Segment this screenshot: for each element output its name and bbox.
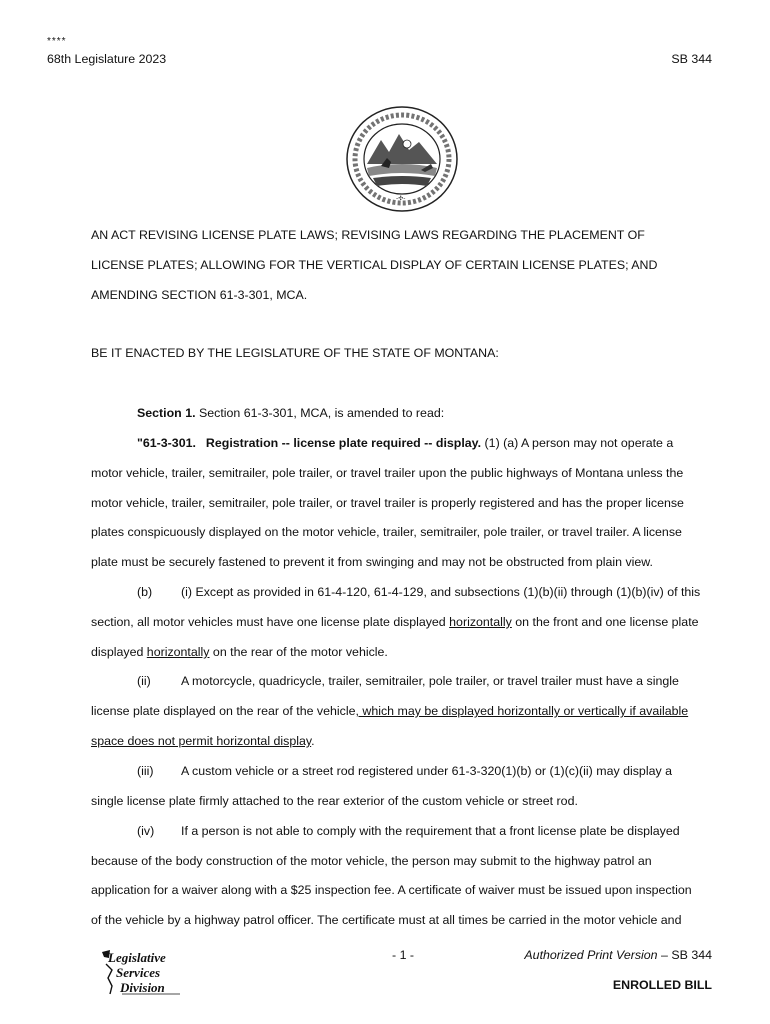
header-stars: **** bbox=[47, 36, 67, 47]
svg-text:Services: Services bbox=[116, 965, 161, 980]
page-number: - 1 - bbox=[392, 948, 415, 962]
subsection-b-label: (b) bbox=[137, 585, 153, 599]
inserted-text: , which may be displayed horizontally or vertically if available bbox=[355, 704, 689, 718]
state-seal-icon bbox=[343, 104, 461, 214]
statute-text-line: plates conspicuously displayed on the motor vehicle, trailer, semitrailer, pole trailer, or travel trailer. A license bbox=[91, 525, 682, 539]
text-run: on the front and one license plate bbox=[511, 615, 699, 629]
text-run: on the rear of the motor vehicle. bbox=[209, 645, 388, 659]
statute-text-line: motor vehicle, trailer, semitrailer, pole trailer, or travel trailer is properly registered and has the proper license bbox=[91, 496, 684, 510]
subsection-iv-line: because of the body construction of the motor vehicle, the person may submit to the highway patrol an bbox=[91, 854, 652, 868]
enacting-clause: BE IT ENACTED BY THE LEGISLATURE OF THE STATE OF MONTANA: bbox=[91, 346, 499, 360]
statute-lead: (1) (a) A person may not operate a bbox=[481, 436, 674, 450]
subsection-ii-line bbox=[91, 704, 688, 718]
inserted-text: horizontally bbox=[449, 615, 512, 629]
print-version-label bbox=[524, 948, 712, 962]
subsection-iv-label: (iv) bbox=[137, 824, 155, 838]
subsection-iii-line: A custom vehicle or a street rod registered under 61-3-320(1)(b) or (1)(c)(ii) may display a bbox=[181, 764, 672, 778]
statute-heading-line bbox=[137, 436, 673, 450]
subsection-iv-line: application for a waiver along with a $25 inspection fee. A certificate of waiver must be issued upon inspection bbox=[91, 883, 692, 897]
enrolled-bill-label: ENROLLED BILL bbox=[612, 978, 712, 992]
subsection-iii-line: single license plate firmly attached to the rear exterior of the custom vehicle or street rod. bbox=[91, 794, 578, 808]
subsection-iv-line: If a person is not able to comply with the requirement that a front license plate be displayed bbox=[181, 824, 680, 838]
subsection-ii-line bbox=[91, 734, 315, 748]
subsection-ii-line: A motorcycle, quadricycle, trailer, semitrailer, pole trailer, or travel trailer must have a single bbox=[181, 674, 679, 688]
subsection-b-line bbox=[91, 645, 388, 659]
print-version-bill: – SB 344 bbox=[657, 948, 712, 962]
text-run: . bbox=[311, 734, 315, 748]
subsection-ii-label: (ii) bbox=[137, 674, 151, 688]
subsection-b-line bbox=[91, 615, 699, 629]
statute-heading: Registration -- license plate required -- display. bbox=[205, 436, 482, 450]
subsection-iv-line: of the vehicle by a highway patrol officer. The certificate must at all times be carried in the motor vehicle and bbox=[91, 913, 682, 927]
section-1-text: Section 61-3-301, MCA, is amended to read: bbox=[195, 406, 445, 420]
subsection-b-i-line: (i) Except as provided in 61-4-120, 61-4-129, and subsections (1)(b)(ii) through (1)(b)(iv) of this bbox=[181, 585, 701, 599]
statute-text-line: motor vehicle, trailer, semitrailer, pole trailer, or travel trailer upon the public highways of Montana unless the bbox=[91, 466, 684, 480]
svg-text:-✣-: -✣- bbox=[396, 195, 406, 202]
statute-text-line: plate must be securely fastened to prevent it from swinging and may not be obstructed from plain view. bbox=[91, 555, 654, 569]
legislative-services-division-logo bbox=[100, 948, 182, 998]
print-version-text: Authorized Print Version bbox=[524, 948, 658, 962]
act-title-line: AN ACT REVISING LICENSE PLATE LAWS; REVISING LAWS REGARDING THE PLACEMENT OF bbox=[91, 228, 645, 242]
text-run: displayed bbox=[91, 645, 147, 659]
inserted-text: space does not permit horizontal display bbox=[91, 734, 312, 748]
text-run: license plate displayed on the rear of the vehicle bbox=[91, 704, 356, 718]
section-1-intro bbox=[137, 406, 444, 420]
act-title-line: AMENDING SECTION 61-3-301, MCA. bbox=[91, 288, 308, 302]
text-run: section, all motor vehicles must have one license plate displayed bbox=[91, 615, 450, 629]
statute-number: "61-3-301. bbox=[137, 436, 196, 450]
svg-text:Division: Division bbox=[120, 980, 165, 995]
act-title-line: LICENSE PLATES; ALLOWING FOR THE VERTICAL DISPLAY OF CERTAIN LICENSE PLATES; AND bbox=[91, 258, 658, 272]
section-1-label: Section 1. bbox=[137, 406, 196, 420]
subsection-iii-label: (iii) bbox=[137, 764, 154, 778]
legislature-label: 68th Legislature 2023 bbox=[47, 52, 167, 66]
bill-number: SB 344 bbox=[671, 52, 712, 66]
inserted-text: horizontally bbox=[146, 645, 210, 659]
svg-text:Legislative: Legislative bbox=[108, 950, 166, 965]
